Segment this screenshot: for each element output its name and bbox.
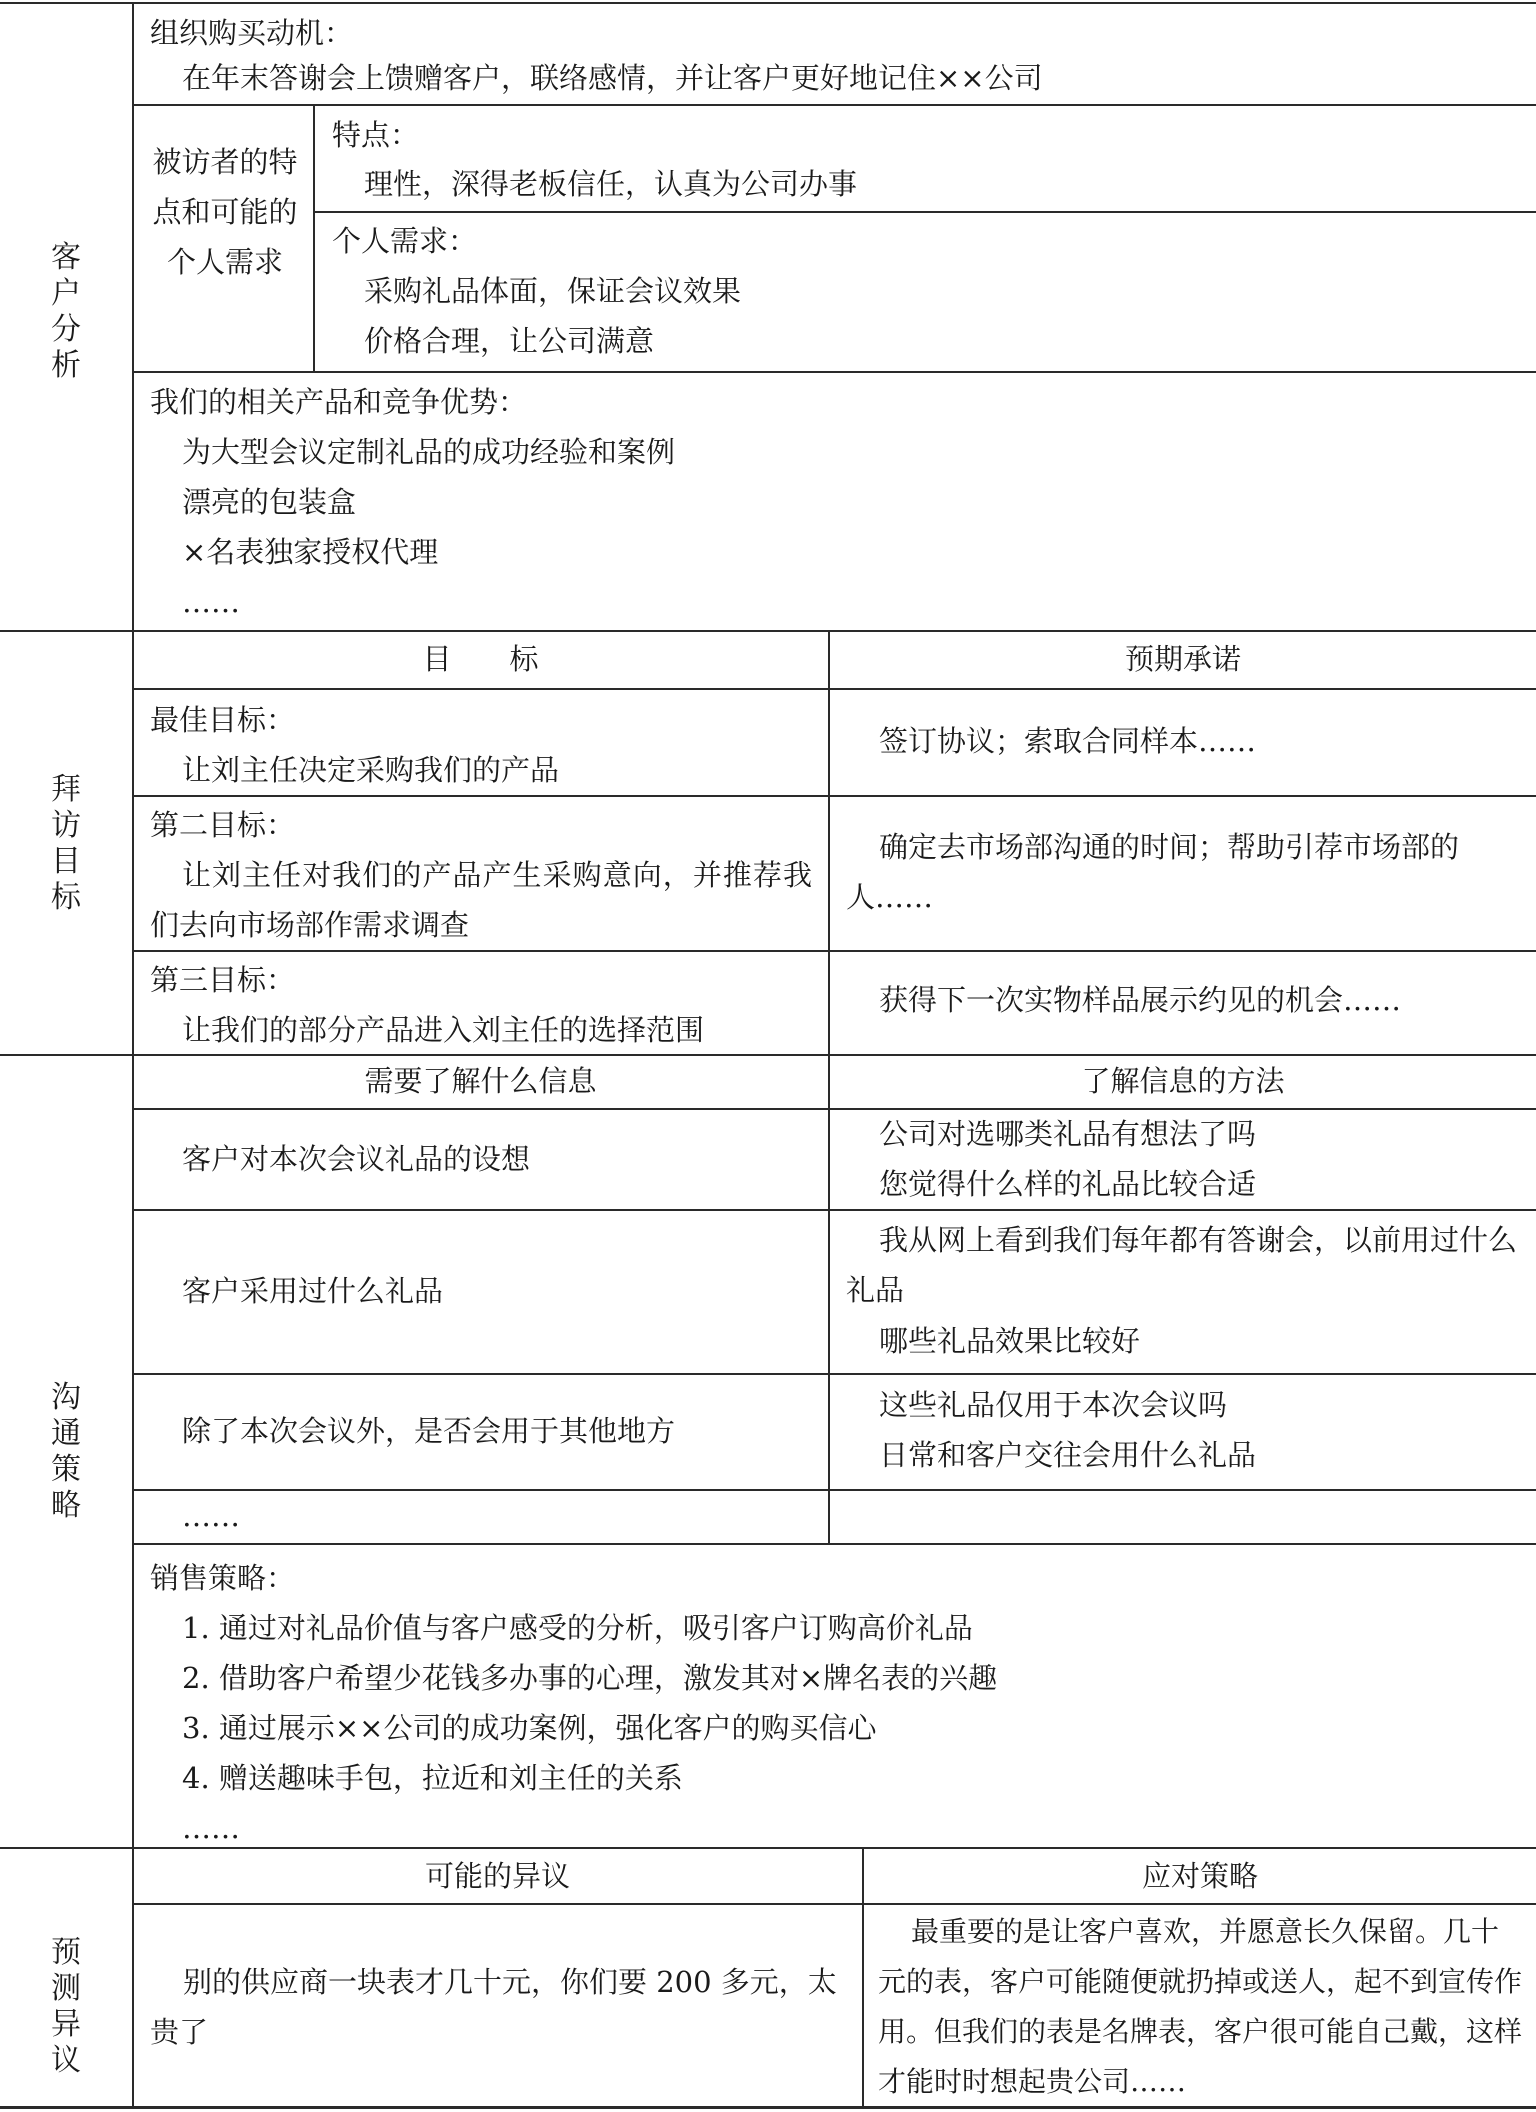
motivation-label: 组织购买动机： [150,16,354,50]
advantages-item: …… [182,585,240,619]
method-text: 公司对选哪类礼品有想法了吗 [879,1117,1257,1151]
method-text: 您觉得什么样的礼品比较合适 [879,1167,1257,1201]
strategy-item: …… [182,1811,240,1845]
rule [133,1543,1536,1545]
goal-label: 第三目标： [150,963,296,997]
info-text: 除了本次会议外，是否会用于其他地方 [182,1414,676,1448]
column-header-method: 了解信息的方法 [1081,1064,1285,1098]
method-text: 这些礼品仅用于本次会议吗 [879,1388,1228,1422]
response-text: 最重要的是让客户喜欢，并愿意长久保留。几十元的表，客户可能随便就扔掉或送人，起不到宣传作用。但我们的表是名牌表，客户很可能自己戴，这样才能时时想起贵公司…… [878,1915,1523,2098]
traits-label: 特点： [332,118,420,152]
rule [133,688,1536,690]
strategy-item: 3. 通过展示××公司的成功案例，强化客户的购买信心 [182,1711,877,1745]
objection-text: 别的供应商一块表才几十元，你们要 200 多元，太贵了 [150,1965,837,2049]
rule [133,1209,1536,1211]
rule [133,104,1536,106]
goal-label: 最佳目标： [150,703,296,737]
section-title-customer-analysis: 客 户 分 析 [51,240,81,383]
column-header-commitment: 预期承诺 [1124,642,1241,676]
info-text: …… [182,1499,240,1533]
goal-label: 第二目标： [150,808,296,842]
rule [133,1489,1536,1491]
advantages-item: ×名表独家授权代理 [182,535,439,569]
commitment-text: 确定去市场部沟通的时间；帮助引荐市场部的人…… [846,830,1460,914]
section-title-objections: 预 测 异 议 [51,1935,81,2078]
column-header-objection: 可能的异议 [424,1859,570,1893]
advantages-label: 我们的相关产品和竞争优势： [150,385,528,419]
rule [133,1108,1536,1110]
needs-item: 价格合理，让公司满意 [364,324,655,358]
column-header-response: 应对策略 [1141,1859,1258,1893]
rule [133,1903,1536,1905]
commitment-text: 获得下一次实物样品展示约见的机会…… [879,983,1402,1017]
rule [133,950,1536,952]
info-text: 客户对本次会议礼品的设想 [182,1142,531,1176]
rule [313,211,1536,213]
method-text: 日常和客户交往会用什么礼品 [879,1438,1257,1472]
goal-text: 让我们的部分产品进入刘主任的选择范围 [182,1013,705,1047]
section-title-communication: 沟 通 策 略 [51,1380,81,1523]
advantages-item: 漂亮的包装盒 [182,485,357,519]
column-header-goal: 目 标 [422,642,539,676]
strategy-item: 4. 赠送趣味手包，拉近和刘主任的关系 [182,1761,683,1795]
commitment-text: 签订协议；索取合同样本…… [879,724,1257,758]
strategy-label: 销售策略： [150,1561,296,1595]
strategy-item: 1. 通过对礼品价值与客户感受的分析，吸引客户订购高价礼品 [182,1611,973,1645]
goal-text: 让刘主任决定采购我们的产品 [182,753,560,787]
rule [313,104,315,371]
strategy-item: 2. 借助客户希望少花钱多办事的心理，激发其对×牌名表的兴趣 [182,1661,998,1695]
rule [133,1373,1536,1375]
rule [828,630,830,1054]
advantages-item: 为大型会议定制礼品的成功经验和案例 [182,435,676,469]
column-header-info: 需要了解什么信息 [364,1064,597,1098]
traits-text: 理性，深得老板信任，认真为公司办事 [364,167,858,201]
section-divider [0,630,1536,632]
rule [133,795,1536,797]
needs-item: 采购礼品体面，保证会议效果 [364,274,742,308]
interviewee-label: 被访者的特点和可能的个人需求 [152,145,298,279]
motivation-text: 在年末答谢会上馈赠客户，联络感情，并让客户更好地记住××公司 [182,61,1043,95]
needs-label: 个人需求： [332,224,478,258]
rule [133,371,1536,373]
section-label-column-rule [132,2,134,2108]
section-title-visit-goals: 拜 访 目 标 [51,772,81,915]
rule [828,1054,830,1543]
method-text: 我从网上看到我们每年都有答谢会，以前用过什么礼品 [846,1223,1518,1307]
goal-text: 让刘主任对我们的产品产生采购意向，并推荐我们去向市场部作需求调查 [150,858,812,942]
table-top-border [0,2,1536,4]
method-text: 哪些礼品效果比较好 [879,1324,1141,1358]
info-text: 客户采用过什么礼品 [182,1274,444,1308]
